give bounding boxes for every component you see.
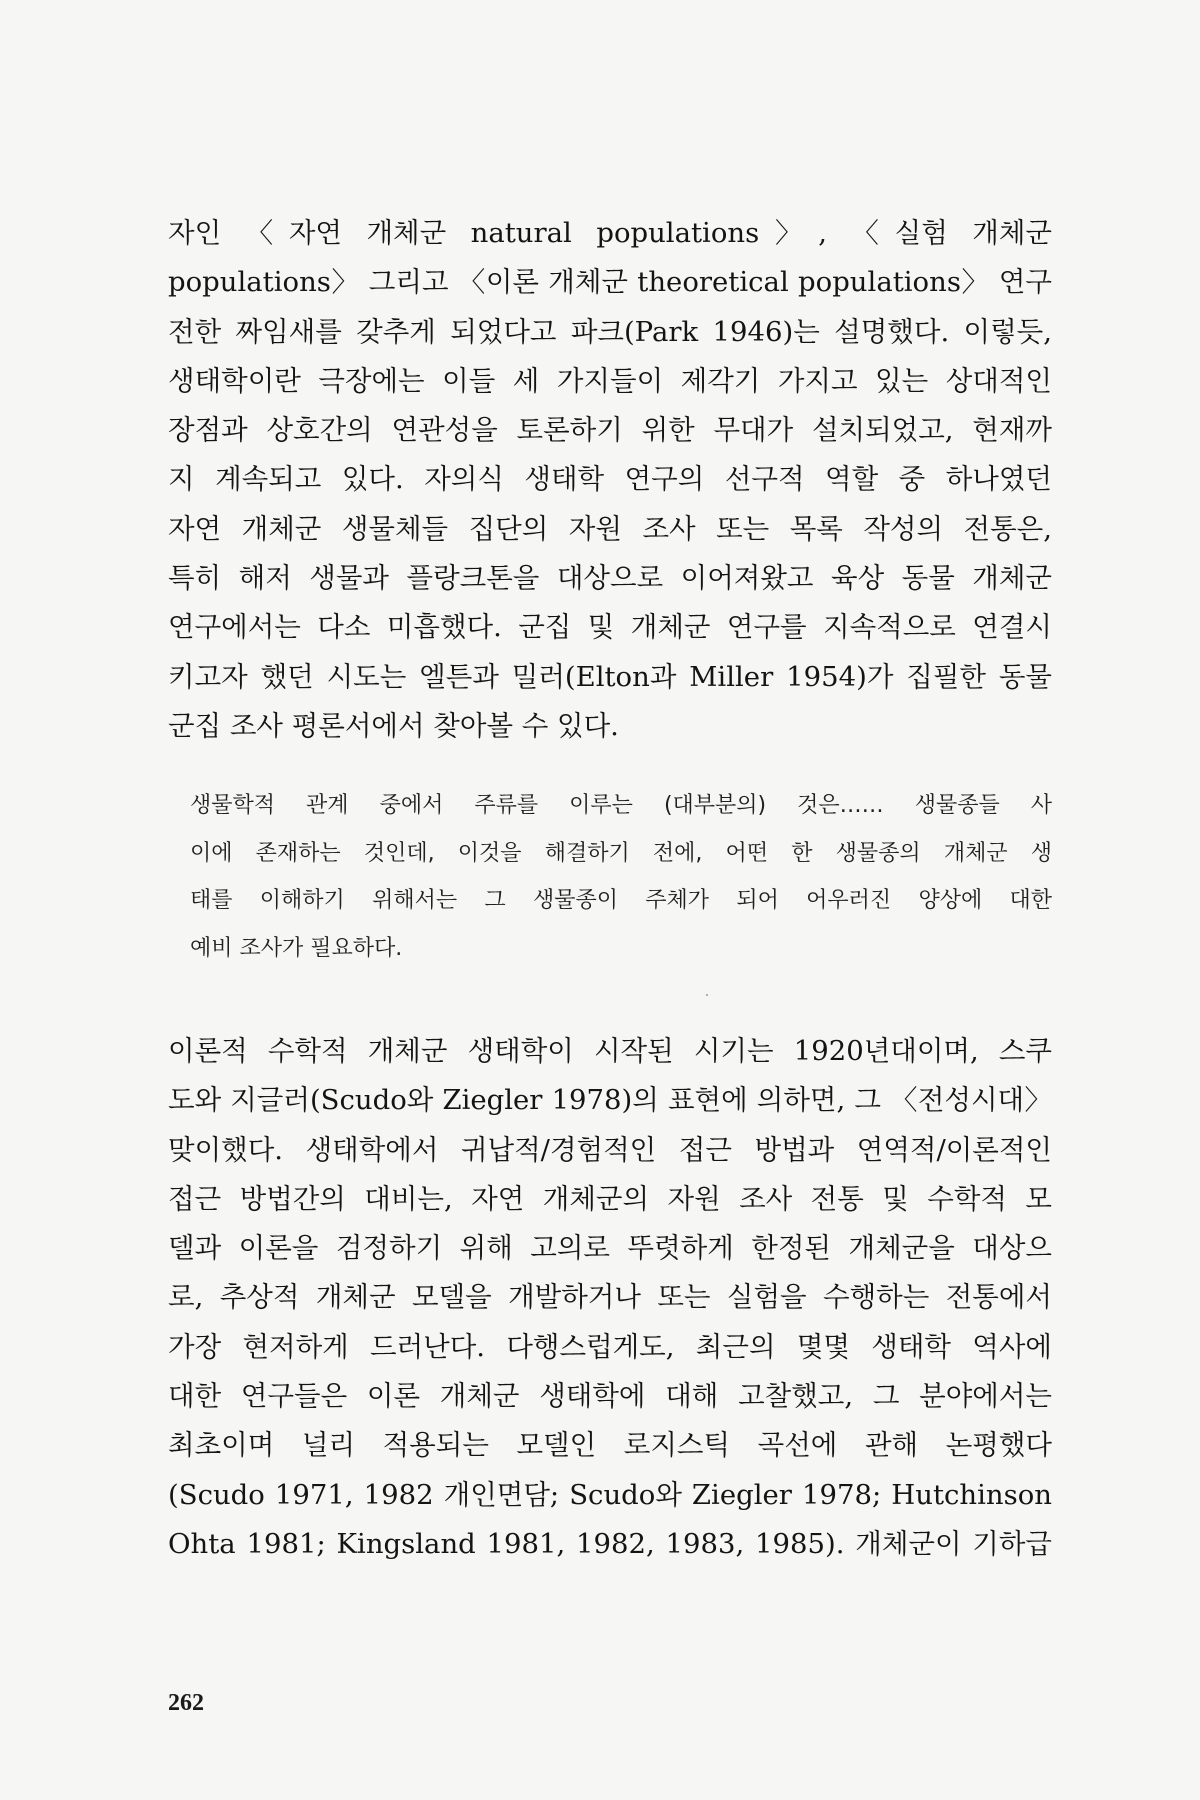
page-number: 262: [168, 1690, 204, 1716]
text-line: 이론적 수학적 개체군 생태학이 시작된 시기는 1920년대이며, 스쿠: [168, 1035, 1052, 1067]
text-line: 로, 추상적 개체군 모델을 개발하거나 또는 실험을 수행하는 전통에서: [168, 1281, 1052, 1314]
block-quote: [190, 782, 1052, 972]
text-line: 장점과 상호간의 연관성을 토론하기 위한 무대가 설치되었고, 현재까: [168, 414, 1052, 447]
speck-mark: [706, 994, 708, 996]
text-line: 연구에서는 다소 미흡했다. 군집 및 개체군 연구를 지속적으로 연결시: [168, 611, 1052, 644]
text-line: Ohta 1981; Kingsland 1981, 1982, 1983, 1985). 개체군이 기하급: [168, 1527, 1052, 1560]
quote-line: 생물학적 관계 중에서 주류를 이루는 (대부분의) 것은…… 생물종들 사: [190, 793, 1052, 818]
body-paragraph: [168, 209, 1052, 751]
quote-line: 태를 이해하기 위해서는 그 생물종이 주체가 되어 어우러진 양상에 대한: [190, 888, 1052, 914]
body-paragraph: [168, 1027, 1052, 1569]
text-line: 자연 개체군 생물체들 집단의 자원 조사 또는 목록 작성의 전통은,: [168, 512, 1052, 545]
text-line: 도와 지글러(Scudo와 Ziegler 1978)의 표현에 의하면, 그 〈전성시대〉: [168, 1084, 1052, 1117]
text-line: 접근 방법간의 대비는, 자연 개체군의 자원 조사 전통 및 수학적 모: [168, 1182, 1052, 1215]
text-line: 키고자 했던 시도는 엘튼과 밀러(Elton과 Miller 1954)가 집필한 동물: [168, 660, 1052, 693]
text-line: 자인 〈자연 개체군 natural populations〉, 〈실험 개체군: [168, 217, 1052, 249]
quote-line: 예비 조사가 필요하다.: [190, 935, 403, 961]
text-line: 맞이했다. 생태학에서 귀납적/경험적인 접근 방법과 연역적/이론적인: [168, 1133, 1052, 1166]
text-line: 가장 현저하게 드러난다. 다행스럽게도, 최근의 몇몇 생태학 역사에: [168, 1330, 1052, 1363]
text-line: 델과 이론을 검정하기 위해 고의로 뚜렷하게 한정된 개체군을 대상으: [168, 1232, 1052, 1265]
text-line: 지 계속되고 있다. 자의식 생태학 연구의 선구적 역할 중 하나였던: [168, 463, 1052, 496]
text-line: 대한 연구들은 이론 개체군 생태학에 대해 고찰했고, 그 분야에서는: [168, 1380, 1052, 1413]
text-line: 군집 조사 평론서에서 찾아볼 수 있다.: [168, 709, 619, 742]
quote-line: 이에 존재하는 것인데, 이것을 해결하기 전에, 어떤 한 생물종의 개체군 생: [190, 840, 1052, 866]
text-line: populations〉 그리고 〈이론 개체군 theoretical populations〉 연구: [168, 266, 1052, 299]
text-line: 생태학이란 극장에는 이들 세 가지들이 제각기 가지고 있는 상대적인: [168, 364, 1052, 397]
text-line: 전한 짜임새를 갖추게 되었다고 파크(Park 1946)는 설명했다. 이렇듯,: [168, 315, 1052, 348]
text-line: (Scudo 1971, 1982 개인면담; Scudo와 Ziegler 1978; Hutchinson: [168, 1478, 1052, 1511]
text-line: 최초이며 널리 적용되는 모델인 로지스틱 곡선에 관해 논평했다: [168, 1429, 1052, 1462]
text-line: 특히 해저 생물과 플랑크톤을 대상으로 이어져왔고 육상 동물 개체군: [168, 562, 1052, 595]
